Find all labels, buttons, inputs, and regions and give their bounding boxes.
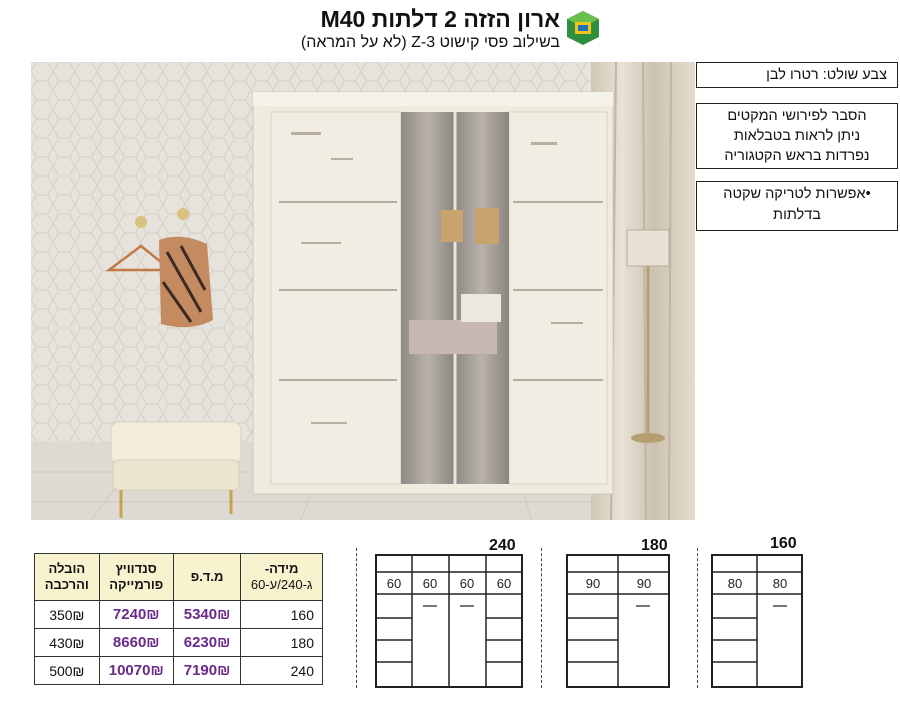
plan-cell-width: 60: [422, 576, 438, 591]
plan-cell-width: 60: [459, 576, 475, 591]
page-title: ארון הזזה 2 דלתות M40: [320, 6, 560, 32]
table-row: [35, 629, 323, 657]
plan-240-diagram: [375, 554, 523, 688]
brand-logo: [566, 10, 600, 46]
sandwich-price-cell: 10070₪: [99, 657, 173, 685]
plan-cell-width: 90: [585, 576, 601, 591]
explanation-box: [696, 103, 898, 169]
page-subtitle: בשילוב פסי קישוט Z-3 (לא על המראה): [300, 34, 560, 51]
plan-cell-width: 80: [772, 576, 788, 591]
explanation-line: הסבר לפירושי המקטים: [727, 108, 867, 124]
plan-cell-width: 80: [727, 576, 743, 591]
cube-logo-icon: [566, 10, 600, 46]
delivery-price-cell: 500₪: [35, 657, 100, 685]
plan-160-diagram: [711, 554, 803, 688]
plan-cell-width: 60: [496, 576, 512, 591]
size-cell: 160: [241, 601, 323, 629]
dashed-divider: [356, 548, 357, 688]
mdf-price-cell: 6230₪: [173, 629, 240, 657]
plan-cell-width: 90: [636, 576, 652, 591]
header-mdf: מ.ד.פ: [173, 554, 240, 601]
sandwich-price-cell: 8660₪: [99, 629, 173, 657]
explanation-line: נפרדות בראש הקטגוריה: [724, 148, 870, 164]
size-cell: 180: [241, 629, 323, 657]
delivery-price-cell: 350₪: [35, 601, 100, 629]
table-row: [35, 601, 323, 629]
table-header-row: [35, 554, 323, 601]
explanation-line: ניתן לראות בטבלאות: [733, 128, 861, 144]
price-table: [34, 553, 323, 685]
mdf-price-cell: 5340₪: [173, 601, 240, 629]
sandwich-price-cell: 7240₪: [99, 601, 173, 629]
header-size: מידה- ג-240/ע-60: [241, 554, 323, 601]
product-photo: [31, 62, 695, 520]
plan-180-label: 180: [641, 537, 668, 554]
header-delivery: הובלה והרכבה: [35, 554, 100, 601]
feature-box: [696, 181, 898, 231]
size-cell: 240: [241, 657, 323, 685]
plan-180-diagram: [566, 554, 670, 688]
dominant-color-text: צבע שולט: רטרו לבן: [766, 67, 887, 83]
feature-line: בדלתות: [773, 207, 821, 223]
delivery-price-cell: 430₪: [35, 629, 100, 657]
plan-160-label: 160: [770, 535, 797, 552]
mdf-price-cell: 7190₪: [173, 657, 240, 685]
header-sandwich: סנדוויץ פורמייקה: [99, 554, 173, 601]
plan-240-label: 240: [489, 537, 516, 554]
table-row: [35, 657, 323, 685]
plan-cell-width: 60: [386, 576, 402, 591]
dominant-color-box: [696, 62, 898, 88]
dashed-divider: [541, 548, 542, 688]
dashed-divider: [697, 548, 698, 688]
feature-line: •אפשרות לטריקה שקטה: [723, 186, 871, 202]
